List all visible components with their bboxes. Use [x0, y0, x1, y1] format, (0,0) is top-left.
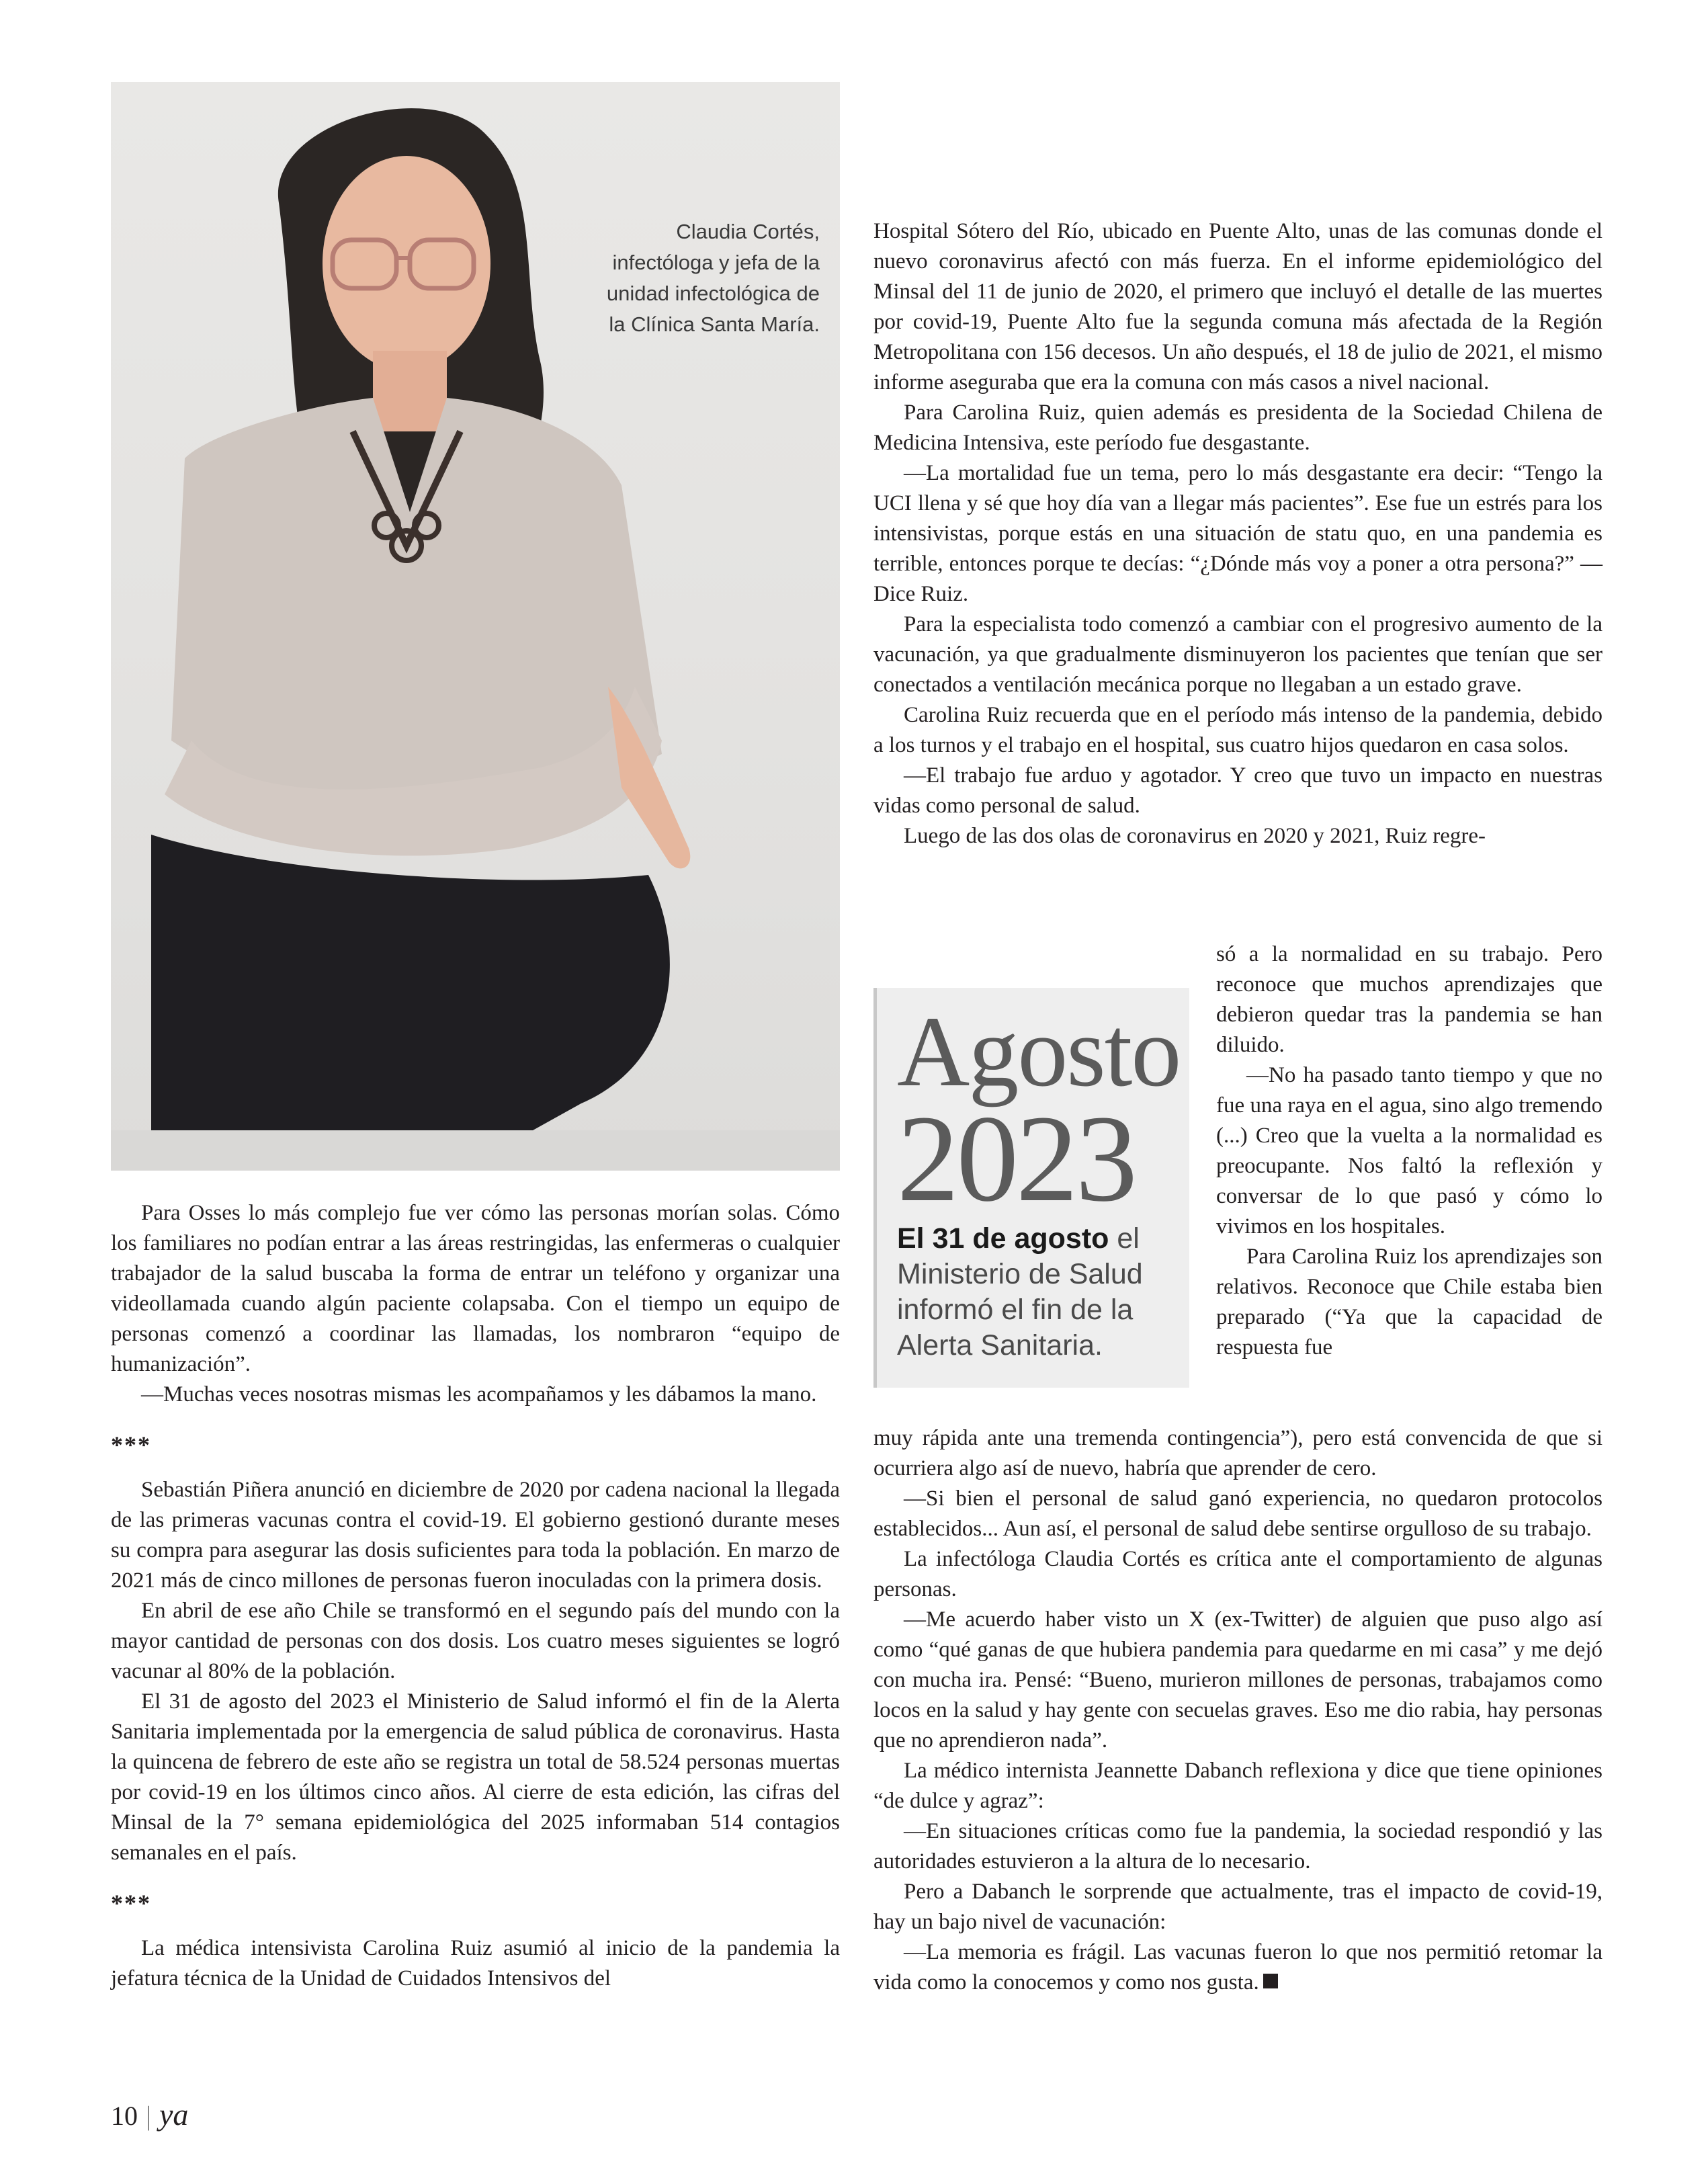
- sidebar-bold-text: El 31 de agosto: [897, 1222, 1109, 1255]
- paragraph: Carolina Ruiz recuerda que en el período más intenso de la pandemia, debido a los turnos y el trabajo en el hospital, sus cuatro hijos quedaron en casa solos.: [873, 703, 1603, 757]
- page-number: 10: [111, 2101, 138, 2131]
- paragraph: En abril de ese año Chile se transformó en el segundo país del mundo con la mayor cantidad de personas con dos dosis. Los cuatro meses siguientes se logró vacunar al 80% de la población.: [111, 1599, 840, 1683]
- paragraph: —La mortalidad fue un tema, pero lo más desgastante era decir: “Tengo la UCI llena y sé que hoy día van a llegar más pacientes”. Ese fue un estrés para los intensivistas, porque estás en una situación de statu quo, en una pandemia es terrible, entonces porque te decías: “¿Dónde más voy a poner a otra persona?” —Dice Ruiz.: [873, 461, 1603, 606]
- end-mark-icon: [1263, 1974, 1278, 1988]
- paragraph: —En situaciones críticas como fue la pandemia, la sociedad respondió y las autoridades estuvieron a la altura de lo necesario.: [873, 1819, 1603, 1874]
- paragraph: La médica intensivista Carolina Ruiz asumió al inicio de la pandemia la jefatura técnica de la Unidad de Cuidados Intensivos del: [111, 1936, 840, 1990]
- right-column-bottom: [873, 1423, 1603, 1998]
- paragraph: Para Carolina Ruiz, quien además es presidenta de la Sociedad Chilena de Medicina Intensiva, este período fue desgastante.: [873, 401, 1603, 455]
- paragraph: Para Carolina Ruiz los aprendizajes son relativos. Reconoce que Chile estaba bien preparado (“Ya que la capacidad de respuesta fue: [1216, 1245, 1603, 1359]
- right-column-middle: [1216, 939, 1603, 1363]
- final-paragraph: [873, 1937, 1603, 1998]
- paragraph: só a la normalidad en su trabajo. Pero reconoce que muchos aprendizajes que debieron quedar tras la pandemia se han diluido.: [1216, 942, 1603, 1057]
- paragraph: Para la especialista todo comenzó a cambiar con el progresivo aumento de la vacunación, ya que gradualmente disminuyeron los pacientes que tenían que ser conectados a ventilación mecánica porque no llegaban a un estado grave.: [873, 612, 1603, 697]
- paragraph: —Si bien el personal de salud ganó experiencia, no quedaron protocolos establecidos... Aun así, el personal de salud debe sentirse orgulloso de su trabajo.: [873, 1486, 1603, 1541]
- paragraph: Sebastián Piñera anunció en diciembre de 2020 por cadena nacional la llegada de las primeras vacunas contra el covid-19. El gobierno gestionó durante meses su compra para asegurar las dosis suficientes para toda la población. En marzo de 2021 más de cinco millones de personas fueron inoculadas con la primera dosis.: [111, 1478, 840, 1593]
- paragraph: Hospital Sótero del Río, ubicado en Puente Alto, unas de las comunas donde el nuevo coronavirus afectó con más fuerza. En el informe epidemiológico del Minsal del 11 de junio de 2020, el primero que incluyó el detalle de las muertes por covid-19, Puente Alto fue la segunda comuna más afectada de la Región Metropolitana con 156 decesos. Un año después, el 18 de julio de 2021, el mismo informe aseguraba que era la comuna con más casos a nivel nacional.: [873, 219, 1603, 394]
- right-column-top: [873, 216, 1603, 851]
- photo-caption: Claudia Cortés, infectóloga y jefa de la unidad infectológica de la Clínica Santa María.: [606, 220, 820, 336]
- paragraph: —Muchas veces nosotras mismas les acompañamos y les dábamos la mano.: [141, 1382, 817, 1406]
- footer-separator: |: [146, 2101, 152, 2131]
- sidebar-text: [897, 1221, 1173, 1363]
- portrait-photo: [111, 82, 840, 1171]
- section-separator: ***: [111, 1890, 151, 1917]
- paragraph: muy rápida ante una tremenda contingencia”), pero está convencida de que si ocurriera algo así de nuevo, habría que aprender de cero.: [873, 1426, 1603, 1480]
- page-footer: [111, 2097, 188, 2132]
- paragraph: Pero a Dabanch le sorprende que actualmente, tras el impacto de covid-19, hay un bajo nivel de vacunación:: [873, 1880, 1603, 1934]
- paragraph: Para Osses lo más complejo fue ver cómo las personas morían solas. Cómo los familiares no podían entrar a las áreas restringidas, las enfermeras o cualquier trabajador de la salud buscaba la forma de entrar un teléfono y organizar una videollamada cuando algún paciente colapsaba. Con el tiempo un equipo de personas comenzó a coordinar las llamadas, los nombraron “equipo de humanización”.: [111, 1201, 840, 1376]
- sidebar-rest-text: el Ministerio de Salud informó el fin de la Alerta Sanitaria.: [897, 1222, 1143, 1361]
- paragraph: Luego de las dos olas de coronavirus en 2020 y 2021, Ruiz regre-: [904, 824, 1486, 848]
- paragraph: El 31 de agosto del 2023 el Ministerio de Salud informó el fin de la Alerta Sanitaria implementada por la emergencia de salud pública de coronavirus. Hasta la quincena de febrero de este año se registra un total de 58.524 personas muertas por covid-19 en los últimos cinco años. Al cierre de esta edición, las cifras del Minsal de la 7° semana epidemiológica del 2025 informaban 514 contagios semanales en el país.: [111, 1689, 840, 1865]
- sidebar-year: 2023: [897, 1090, 1135, 1228]
- paragraph: La médico internista Jeannette Dabanch reflexiona y dice que tiene opiniones “de dulce y agraz”:: [873, 1759, 1603, 1813]
- paragraph: —El trabajo fue arduo y agotador. Y creo que tuvo un impacto en nuestras vidas como personal de salud.: [873, 763, 1603, 818]
- section-separator: ***: [111, 1431, 151, 1458]
- final-paragraph-text: —La memoria es frágil. Las vacunas fueron lo que nos permitió retomar la vida como la conocemos y como nos gusta.: [873, 1940, 1603, 1994]
- paragraph: —Me acuerdo haber visto un X (ex-Twitter) de alguien que puso algo así como “qué ganas de que hubiera pandemia para quedarme en mi casa” y me dejó con mucha ira. Pensé: “Bueno, murieron millones de personas, trabajamos como locos en la salud y hay gente con secuelas graves. Eso me dio rabia, hay personas que no aprendieron nada”.: [873, 1607, 1603, 1753]
- date-sidebar: [873, 988, 1189, 1388]
- magazine-logo: ya: [159, 2097, 189, 2132]
- paragraph: —No ha pasado tanto tiempo y que no fue una raya en el agua, sino algo tremendo (...) Creo que la vuelta a la normalidad es preocupante. Nos faltó la reflexión y conversar de lo que pasó y cómo lo vivimos en los hospitales.: [1216, 1063, 1603, 1238]
- left-column: [111, 1198, 840, 1994]
- sidebar-month: Agosto: [897, 996, 1181, 1107]
- paragraph: La infectóloga Claudia Cortés es crítica ante el comportamiento de algunas personas.: [873, 1547, 1603, 1601]
